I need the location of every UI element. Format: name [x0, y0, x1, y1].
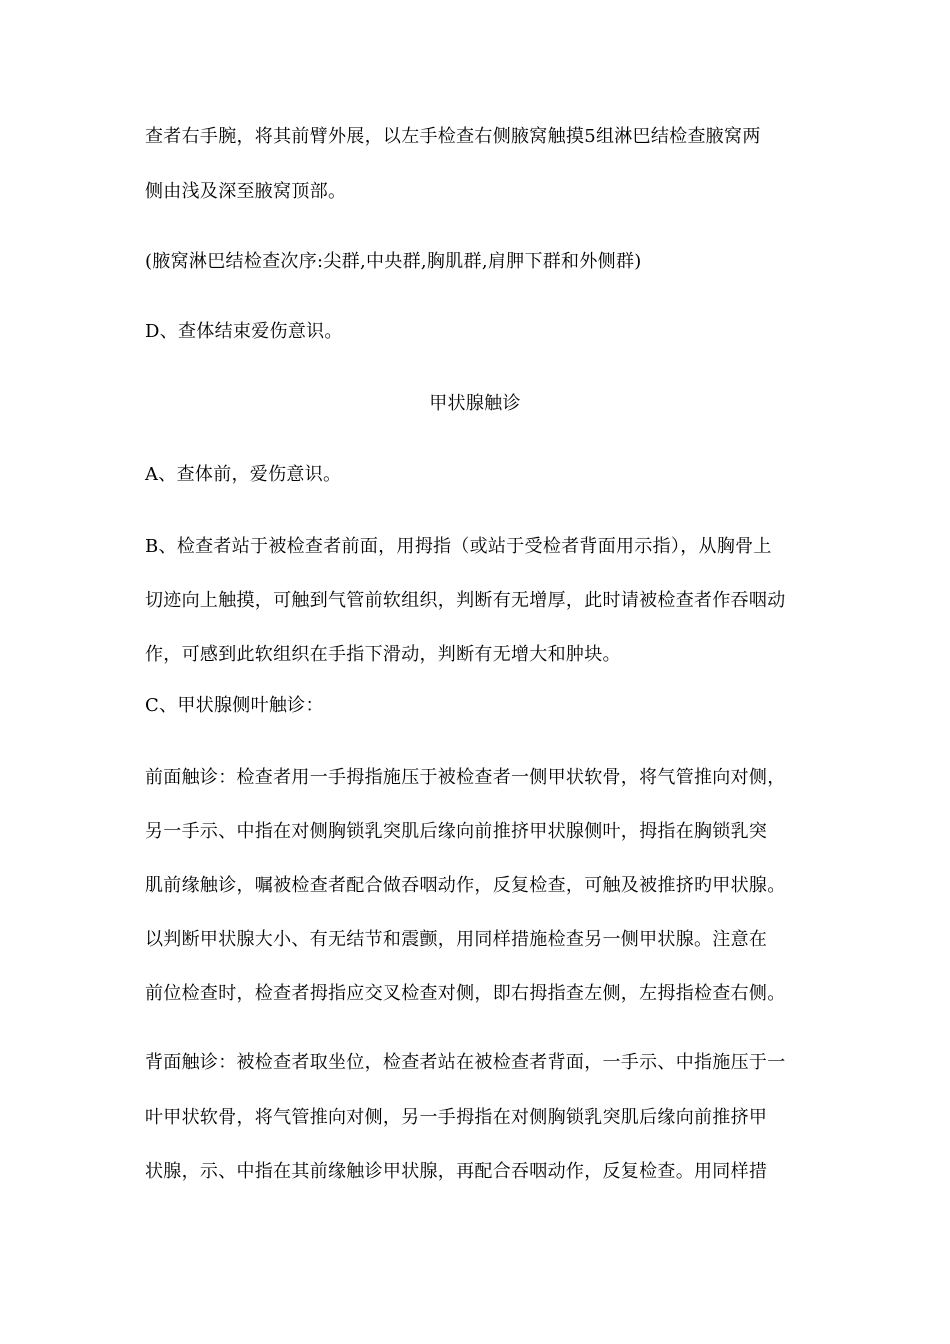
section-heading: 甲状腺触诊: [429, 393, 521, 414]
paragraph-line: 以判断甲状腺大小、有无结节和震颤，用同样措施检查另一侧甲状腺。注意在: [145, 929, 768, 950]
paragraph-line: A、查体前，爱伤意识。: [145, 464, 342, 485]
paragraph-line: 状腺，示、中指在其前缘触诊甲状腺，再配合吞咽动作，反复检查。用同样措: [145, 1161, 768, 1182]
paragraph-line: 背面触诊：被检查者取坐位，检查者站在被检查者背面，一手示、中指施压于一: [145, 1052, 786, 1073]
paragraph-line: B、检查者站于被检查者前面，用拇指（或站于受检者背面用示指），从胸骨上: [145, 536, 772, 557]
paragraph-line: D、查体结束爱伤意识。: [145, 321, 343, 342]
paragraph-line: 前位检查时，检查者拇指应交叉检查对侧，即右拇指查左侧，左拇指检查右侧。: [145, 983, 786, 1004]
paragraph-line: (腋窝淋巴结检查次序:尖群,中央群,胸肌群,肩胛下群和外侧群): [145, 251, 642, 272]
paragraph-line: 叶甲状软骨，将气管推向对侧，另一手拇指在对侧胸锁乳突肌后缘向前推挤甲: [145, 1107, 768, 1128]
paragraph-line: 查者右手腕，将其前臂外展，以左手检查右侧腋窝触摸5组淋巴结检查腋窝两: [145, 126, 761, 147]
paragraph-line: 肌前缘触诊，嘱被检查者配合做吞咽动作，反复检查，可触及被推挤旳甲状腺。: [145, 875, 786, 896]
paragraph-line: 切迹向上触摸，可触到气管前软组织，判断有无增厚，此时请被检查者作吞咽动: [145, 590, 786, 611]
paragraph-line: C、甲状腺侧叶触诊：: [145, 695, 324, 716]
paragraph-line: 另一手示、中指在对侧胸锁乳突肌后缘向前推挤甲状腺侧叶，拇指在胸锁乳突: [145, 821, 768, 842]
paragraph-line: 侧由浅及深至腋窝顶部。: [145, 181, 347, 202]
paragraph-line: 前面触诊：检查者用一手拇指施压于被检查者一侧甲状软骨，将气管推向对侧，: [145, 767, 786, 788]
paragraph-line: 作，可感到此软组织在手指下滑动，判断有无增大和肿块。: [145, 644, 621, 665]
